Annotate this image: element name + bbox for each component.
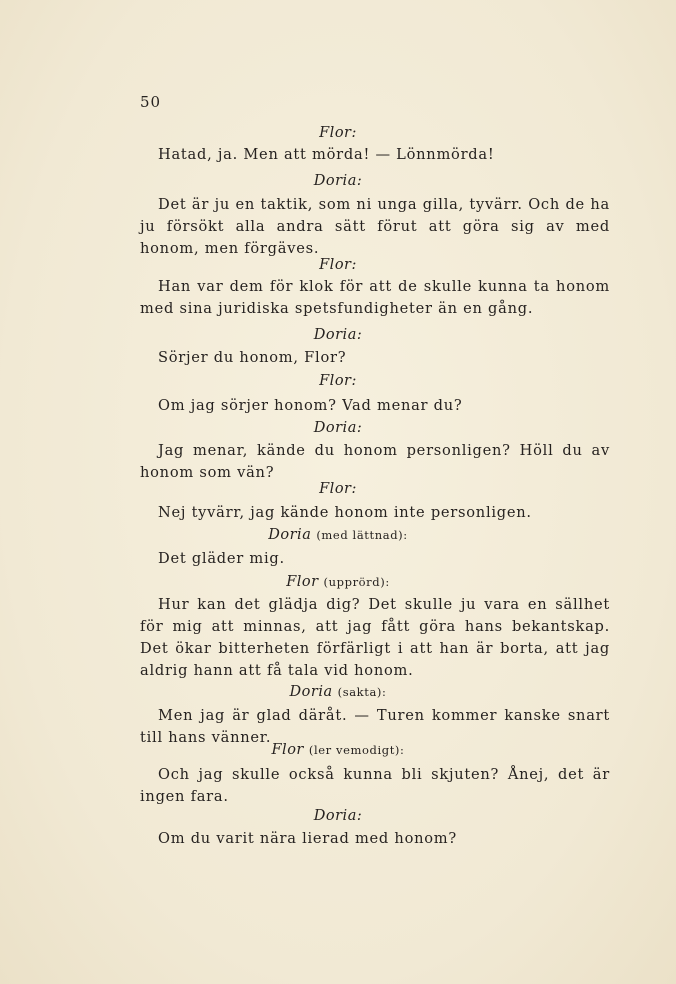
stage-direction: (upprörd): (323, 575, 390, 589)
dialogue-line: Jag menar, kände du honom personligen? Höll du av honom som vän? (140, 442, 610, 481)
speaker-label: Doria (289, 684, 333, 700)
dialogue-line: Det gläder mig. (158, 550, 285, 567)
stage-direction: (ler vemodigt): (308, 743, 405, 757)
speaker-label: Flor: (319, 481, 357, 497)
speaker-name (0, 527, 676, 543)
speaker-label: Flor: (319, 125, 357, 141)
speaker-label: Doria: (313, 420, 363, 436)
dialogue-line: Han var dem för klok för att de skulle kunna ta honom med sina juridiska spetsfundigheter än en gång. (140, 278, 610, 317)
speaker-label: Doria (268, 527, 312, 543)
dialogue-line: Nej tyvärr, jag kände honom inte personligen. (158, 504, 532, 521)
dialogue-line: Hatad, ja. Men att mörda! — Lönnmörda! (158, 146, 495, 163)
dialogue-line: Om jag sörjer honom? Vad menar du? (158, 397, 463, 414)
dialogue-line: Sörjer du honom, Flor? (158, 349, 347, 366)
speaker-label: Doria: (313, 173, 363, 189)
speaker-name (0, 327, 676, 343)
dialogue-line: Det är ju en taktik, som ni unga gilla, tyvärr. Och de ha ju försökt alla andra sätt förut att göra sig av med honom, men förgäves. (140, 196, 610, 257)
dialogue-line: Om du varit nära lierad med honom? (158, 830, 457, 847)
dialogue-line: Men jag är glad däråt. — Turen kommer kanske snart till hans vänner. (140, 707, 610, 746)
speaker-label: Flor (271, 742, 304, 758)
speaker-label: Flor: (319, 373, 357, 389)
speaker-label: Doria: (313, 808, 363, 824)
speaker-name (0, 742, 676, 758)
speaker-name (0, 808, 676, 824)
dialogue-line: Och jag skulle också kunna bli skjuten? Ånej, det är ingen fara. (140, 766, 610, 805)
stage-direction: (sakta): (337, 685, 387, 699)
speaker-name (0, 420, 676, 436)
speaker-name (0, 481, 676, 497)
stage-direction: (med lättnad): (316, 528, 408, 542)
speaker-name (0, 125, 676, 141)
speaker-name (0, 257, 676, 273)
dialogue-line: Hur kan det glädja dig? Det skulle ju vara en sällhet för mig att minnas, att jag fått göra hans bekantskap. Det ökar bitterheten förfärligt i att han är borta, att jag aldrig hann att få tala vid honom. (140, 596, 610, 679)
speaker-label: Flor: (319, 257, 357, 273)
speaker-label: Doria: (313, 327, 363, 343)
speaker-name (0, 373, 676, 389)
speaker-name (0, 684, 676, 700)
speaker-name (0, 173, 676, 189)
page-number: 50 (140, 93, 162, 111)
speaker-label: Flor (286, 574, 319, 590)
speaker-name (0, 574, 676, 590)
